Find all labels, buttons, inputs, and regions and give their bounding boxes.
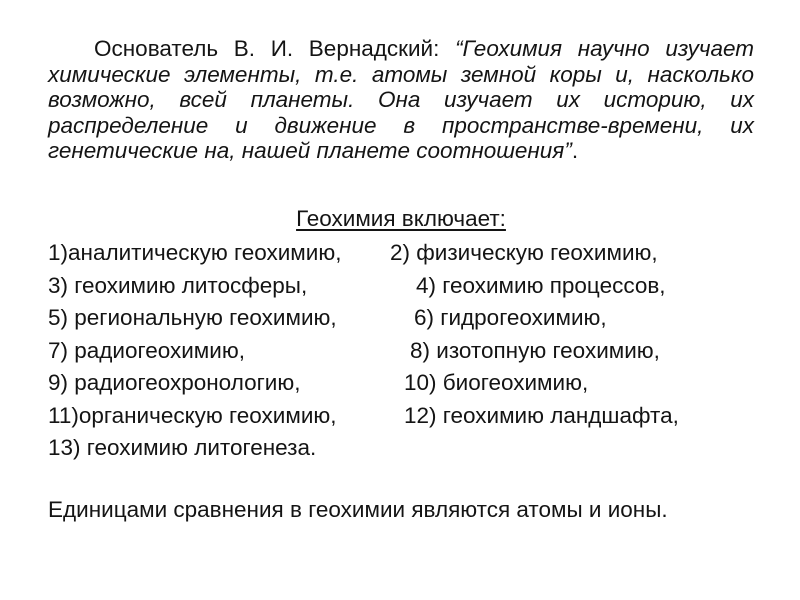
branch-right: 10) биогеохимию, bbox=[404, 370, 589, 395]
branch-left: 13) геохимию литогенеза. bbox=[48, 435, 317, 460]
branch-left: 1)аналитическую геохимию, bbox=[48, 240, 342, 265]
list-item bbox=[48, 367, 748, 400]
conclusion-text: Единицами сравнения в геохимии являются атомы и ионы. bbox=[48, 497, 668, 522]
list-heading bbox=[0, 206, 800, 232]
branch-right: 12) геохимию ландшафта, bbox=[404, 402, 679, 428]
branch-left: 9) радиогеохронологию, bbox=[48, 370, 301, 395]
branch-left: 3) геохимию литосферы, bbox=[48, 272, 308, 298]
branch-left: 5) региональную геохимию, bbox=[48, 305, 337, 330]
branch-right: 4) геохимию процессов, bbox=[416, 272, 666, 298]
intro-paragraph bbox=[48, 36, 754, 164]
list-item bbox=[48, 237, 748, 270]
branch-right: 6) гидрогеохимию, bbox=[414, 305, 607, 330]
list-item bbox=[48, 432, 748, 465]
branch-right: 8) изотопную геохимию, bbox=[410, 337, 660, 363]
intro-lead: Основатель В. И. Вернадский: bbox=[94, 36, 456, 61]
branch-left: 7) радиогеохимию, bbox=[48, 337, 245, 363]
branch-list bbox=[48, 237, 748, 465]
branch-right: 2) физическую геохимию, bbox=[390, 240, 658, 265]
vernadsky-quote: “Геохимия научно изучает химические элементы, т.е. атомы земной коры и, насколько возможно, всей планеты. Она изучает их историю, их распределение и движение в пространстве-времени, их генетические на, нашей планете соотношения” bbox=[48, 36, 754, 163]
list-heading-text: Геохимия включает: bbox=[296, 206, 506, 231]
list-item bbox=[48, 400, 748, 433]
list-item bbox=[48, 270, 748, 303]
list-item bbox=[48, 335, 748, 368]
intro-tail: . bbox=[571, 138, 579, 163]
branch-left: 11)органическую геохимию, bbox=[48, 402, 337, 428]
list-item bbox=[48, 302, 748, 335]
